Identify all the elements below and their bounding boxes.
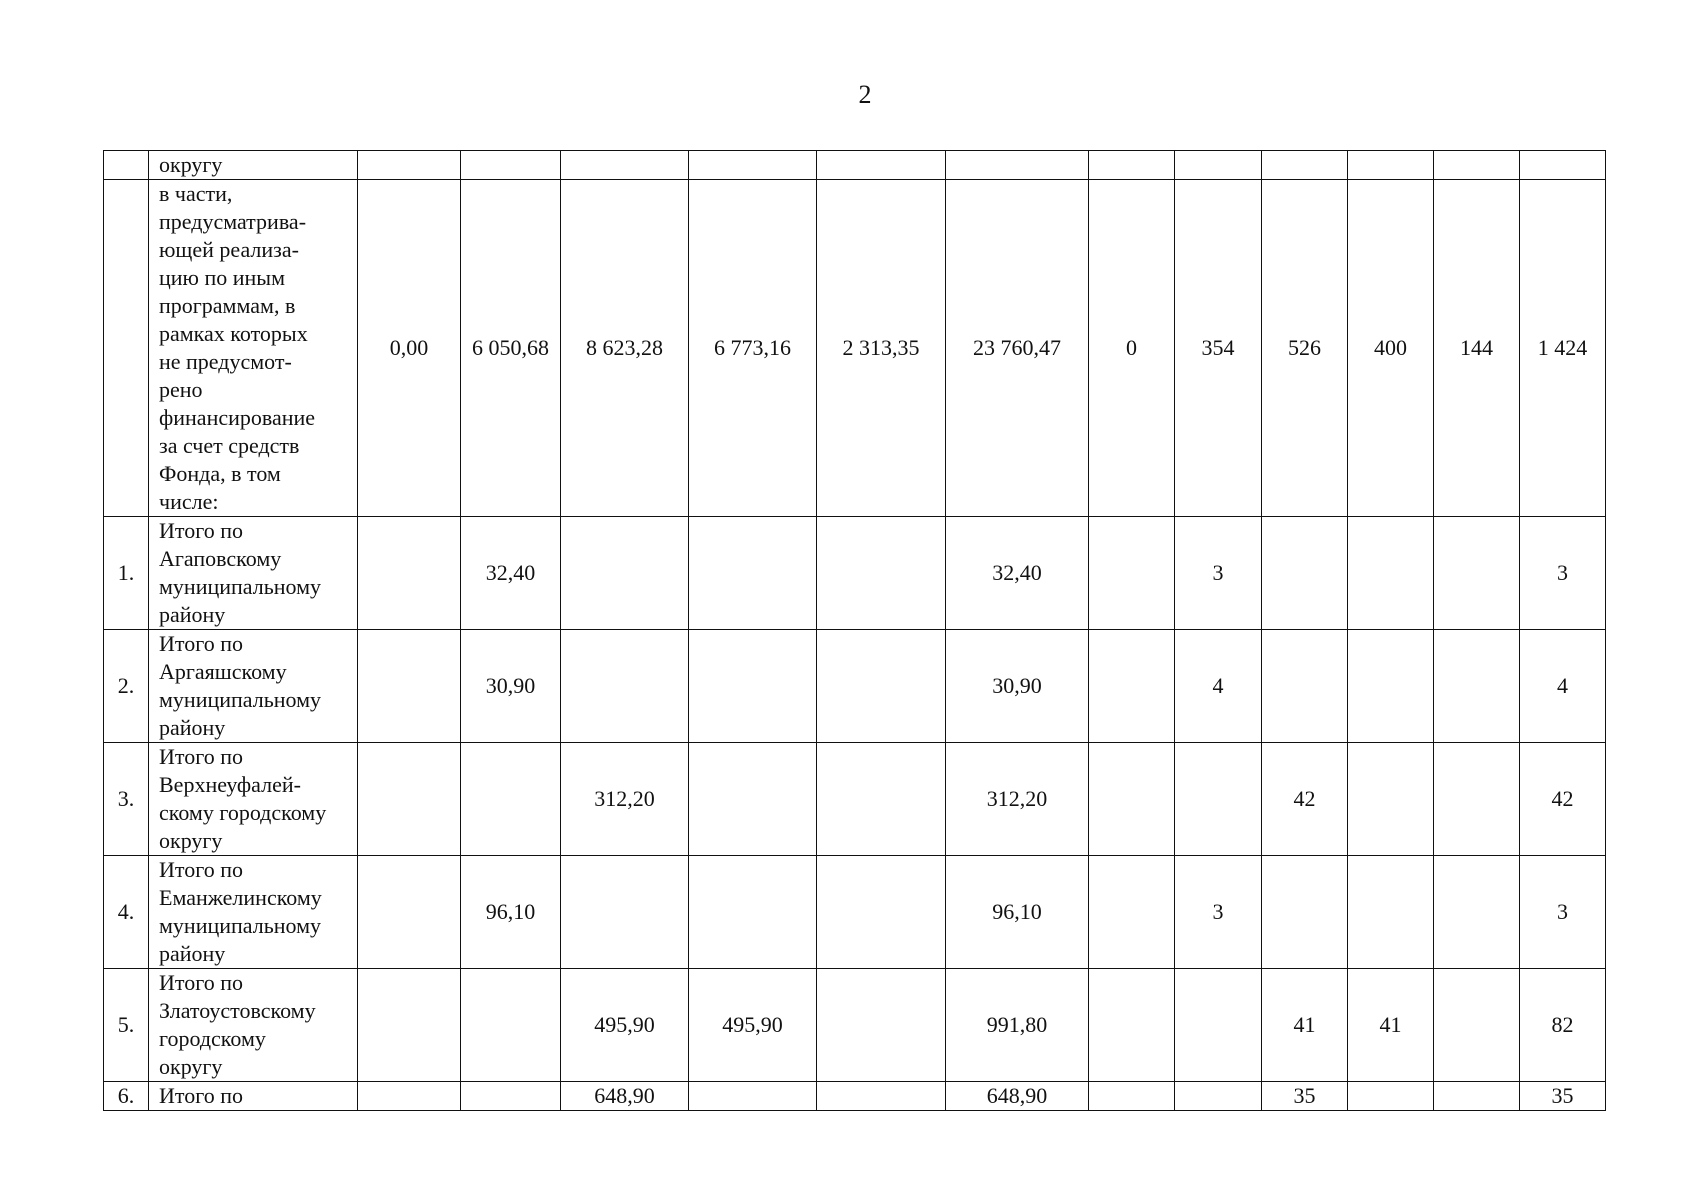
value-cell (561, 151, 689, 180)
value-cell (1434, 1082, 1520, 1111)
row-number (104, 151, 149, 180)
value-cell (817, 517, 946, 630)
table-row (104, 151, 1606, 180)
value-cell (1089, 517, 1175, 630)
value-cell: 144 (1434, 180, 1520, 517)
value-cell (358, 969, 461, 1082)
value-cell: 30,90 (946, 630, 1089, 743)
table-row (104, 1082, 1606, 1111)
value-cell (689, 856, 817, 969)
value-cell (1175, 743, 1262, 856)
value-cell (689, 517, 817, 630)
value-cell: 991,80 (946, 969, 1089, 1082)
table-row (104, 856, 1606, 969)
value-cell (358, 517, 461, 630)
row-number: 3. (104, 743, 149, 856)
row-number: 4. (104, 856, 149, 969)
table-row (104, 517, 1606, 630)
value-cell (689, 1082, 817, 1111)
value-cell: 526 (1262, 180, 1348, 517)
table-row (104, 630, 1606, 743)
value-cell (1348, 856, 1434, 969)
row-name: Итого по (149, 1082, 358, 1111)
value-cell (1348, 1082, 1434, 1111)
value-cell: 30,90 (461, 630, 561, 743)
row-name: в части, предусматрива- ющей реализа- цию по иным программам, в рамках которых не предусмот- рено финансирование за счет средств Фонда, в том числе: (149, 180, 358, 517)
value-cell: 35 (1520, 1082, 1606, 1111)
value-cell: 4 (1520, 630, 1606, 743)
value-cell (689, 630, 817, 743)
value-cell: 41 (1348, 969, 1434, 1082)
row-number: 1. (104, 517, 149, 630)
value-cell: 495,90 (561, 969, 689, 1082)
value-cell (461, 1082, 561, 1111)
value-cell (817, 151, 946, 180)
row-number: 6. (104, 1082, 149, 1111)
value-cell (1434, 969, 1520, 1082)
value-cell: 32,40 (946, 517, 1089, 630)
value-cell (1348, 743, 1434, 856)
value-cell (817, 630, 946, 743)
table-row (104, 180, 1606, 517)
value-cell (1089, 1082, 1175, 1111)
row-name: Итого по Златоустовскому городскому округу (149, 969, 358, 1082)
row-name: Итого по Еманжелинскому муниципальному району (149, 856, 358, 969)
value-cell (561, 630, 689, 743)
value-cell (1434, 517, 1520, 630)
page-number: 2 (858, 80, 872, 109)
value-cell (1089, 151, 1175, 180)
value-cell: 42 (1520, 743, 1606, 856)
row-number: 2. (104, 630, 149, 743)
value-cell (1089, 743, 1175, 856)
value-cell (1089, 856, 1175, 969)
value-cell (1262, 151, 1348, 180)
value-cell: 35 (1262, 1082, 1348, 1111)
value-cell (1175, 969, 1262, 1082)
value-cell: 82 (1520, 969, 1606, 1082)
value-cell (1520, 151, 1606, 180)
value-cell (689, 151, 817, 180)
value-cell (1175, 1082, 1262, 1111)
value-cell (358, 856, 461, 969)
value-cell (817, 743, 946, 856)
value-cell: 0 (1089, 180, 1175, 517)
value-cell: 3 (1520, 856, 1606, 969)
value-cell: 648,90 (946, 1082, 1089, 1111)
value-cell (1348, 517, 1434, 630)
value-cell (358, 743, 461, 856)
value-cell (1434, 630, 1520, 743)
value-cell: 2 313,35 (817, 180, 946, 517)
value-cell (1262, 630, 1348, 743)
value-cell: 495,90 (689, 969, 817, 1082)
value-cell (1175, 151, 1262, 180)
value-cell: 3 (1175, 517, 1262, 630)
row-name: Итого по Верхнеуфалей- скому городскому округу (149, 743, 358, 856)
value-cell: 3 (1175, 856, 1262, 969)
value-cell: 96,10 (461, 856, 561, 969)
value-cell: 312,20 (561, 743, 689, 856)
row-name: Итого по Агаповскому муниципальному району (149, 517, 358, 630)
row-number: 5. (104, 969, 149, 1082)
value-cell (817, 856, 946, 969)
value-cell: 648,90 (561, 1082, 689, 1111)
value-cell (1348, 151, 1434, 180)
row-name: округу (149, 151, 358, 180)
value-cell (817, 1082, 946, 1111)
value-cell (817, 969, 946, 1082)
row-name: Итого по Аргаяшскому муниципальному району (149, 630, 358, 743)
row-number (104, 180, 149, 517)
value-cell (1434, 151, 1520, 180)
value-cell (461, 743, 561, 856)
value-cell (946, 151, 1089, 180)
value-cell: 42 (1262, 743, 1348, 856)
value-cell (561, 517, 689, 630)
value-cell: 312,20 (946, 743, 1089, 856)
value-cell: 4 (1175, 630, 1262, 743)
value-cell (461, 969, 561, 1082)
value-cell (358, 630, 461, 743)
value-cell (1262, 856, 1348, 969)
value-cell: 6 050,68 (461, 180, 561, 517)
value-cell (689, 743, 817, 856)
value-cell: 400 (1348, 180, 1434, 517)
value-cell (1348, 630, 1434, 743)
value-cell: 23 760,47 (946, 180, 1089, 517)
value-cell: 1 424 (1520, 180, 1606, 517)
value-cell (1434, 856, 1520, 969)
value-cell (1089, 630, 1175, 743)
value-cell (1434, 743, 1520, 856)
value-cell: 32,40 (461, 517, 561, 630)
value-cell: 6 773,16 (689, 180, 817, 517)
value-cell: 354 (1175, 180, 1262, 517)
table-row (104, 969, 1606, 1082)
value-cell: 3 (1520, 517, 1606, 630)
value-cell (561, 856, 689, 969)
table-row (104, 743, 1606, 856)
value-cell (1089, 969, 1175, 1082)
value-cell: 41 (1262, 969, 1348, 1082)
value-cell: 96,10 (946, 856, 1089, 969)
value-cell (358, 151, 461, 180)
value-cell (461, 151, 561, 180)
value-cell (358, 1082, 461, 1111)
value-cell: 8 623,28 (561, 180, 689, 517)
value-cell: 0,00 (358, 180, 461, 517)
value-cell (1262, 517, 1348, 630)
allocation-table (103, 150, 1606, 1111)
